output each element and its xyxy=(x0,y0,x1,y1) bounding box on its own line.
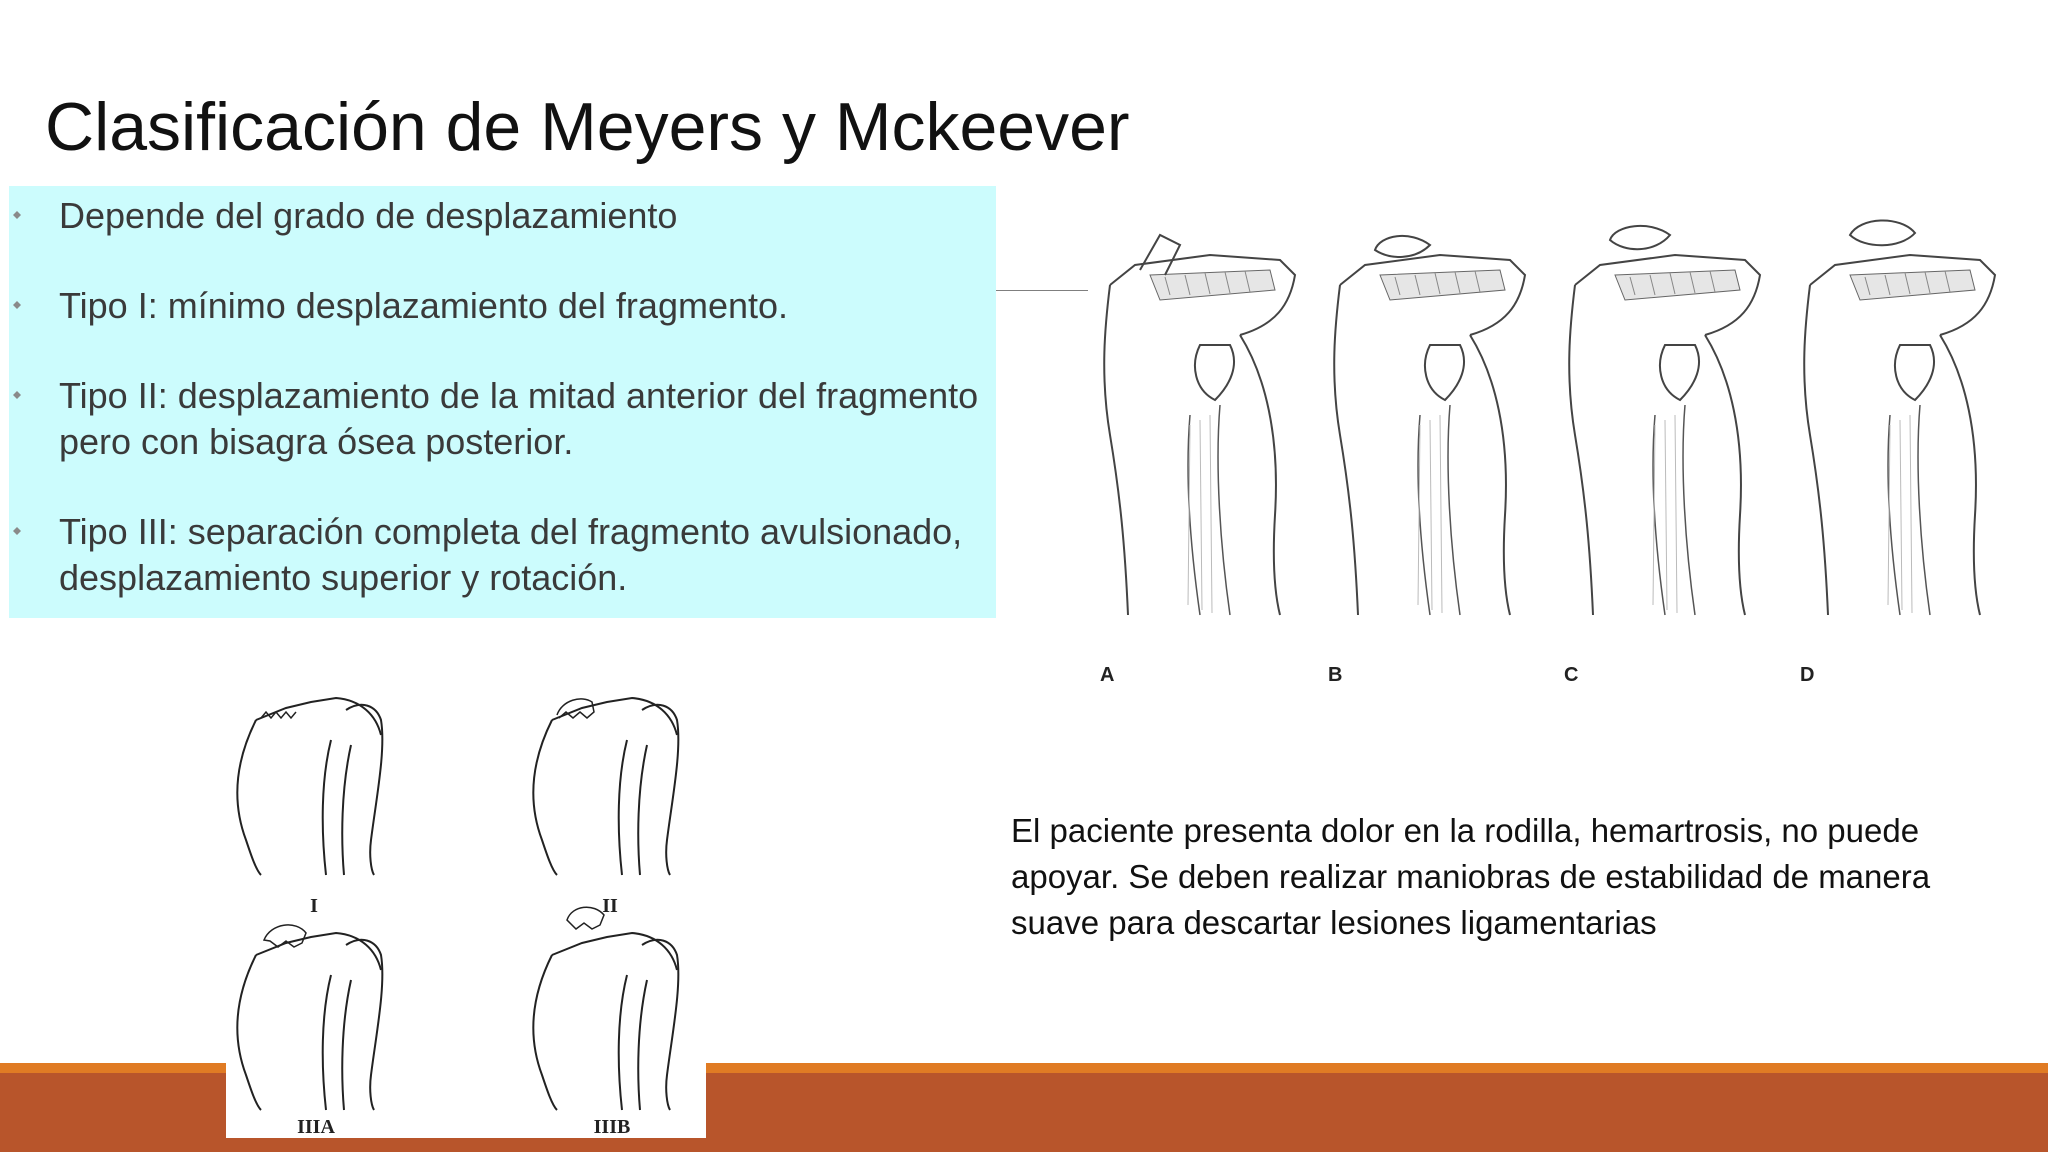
bullet-text: Tipo III: separación completa del fragmento avulsionado, desplazamiento superior y rotación. xyxy=(59,511,963,598)
clinical-note: El paciente presenta dolor en la rodilla, hemartrosis, no puede apoyar. Se deben realizar maniobras de estabilidad de manera suave para descartar lesiones ligamentarias xyxy=(1011,812,1931,941)
panel-label-d: D xyxy=(1800,664,1815,686)
bullet-text: Tipo II: desplazamiento de la mitad anterior del fragmento pero con bisagra ósea posterior. xyxy=(59,375,979,462)
panel-c xyxy=(1569,226,1760,615)
diagram-type-2 xyxy=(533,698,678,875)
label-type-1: I xyxy=(310,895,318,917)
panel-label-b: B xyxy=(1328,664,1343,686)
panel-a xyxy=(1104,235,1295,615)
diamond-bullet-icon xyxy=(13,391,21,399)
panel-label-a: A xyxy=(1100,664,1115,686)
panel-label-c: C xyxy=(1564,664,1579,686)
diamond-bullet-icon xyxy=(13,527,21,535)
panel-d xyxy=(1804,220,1995,615)
bullet-text: Tipo I: mínimo desplazamiento del fragmento. xyxy=(59,285,789,326)
label-type-3b: IIIB xyxy=(593,1116,631,1138)
label-type-3a: IIIA xyxy=(297,1116,335,1138)
diagram-type-3b xyxy=(533,907,678,1110)
diamond-bullet-icon xyxy=(13,301,21,309)
diagram-type-3a xyxy=(237,925,382,1110)
meyers-mckeever-diagram xyxy=(226,690,706,1138)
diagram-type-1 xyxy=(237,698,382,875)
panel-b xyxy=(1334,236,1525,615)
diamond-bullet-icon xyxy=(13,211,21,219)
tibia-illustration-abcd xyxy=(1080,195,2030,705)
bullet-text: Depende del grado de desplazamiento xyxy=(59,195,678,236)
label-type-2: II xyxy=(602,895,618,917)
connector-line xyxy=(996,290,1088,291)
bullet-list xyxy=(9,186,996,618)
slide-title: Clasificación de Meyers y Mckeever xyxy=(45,89,1130,165)
